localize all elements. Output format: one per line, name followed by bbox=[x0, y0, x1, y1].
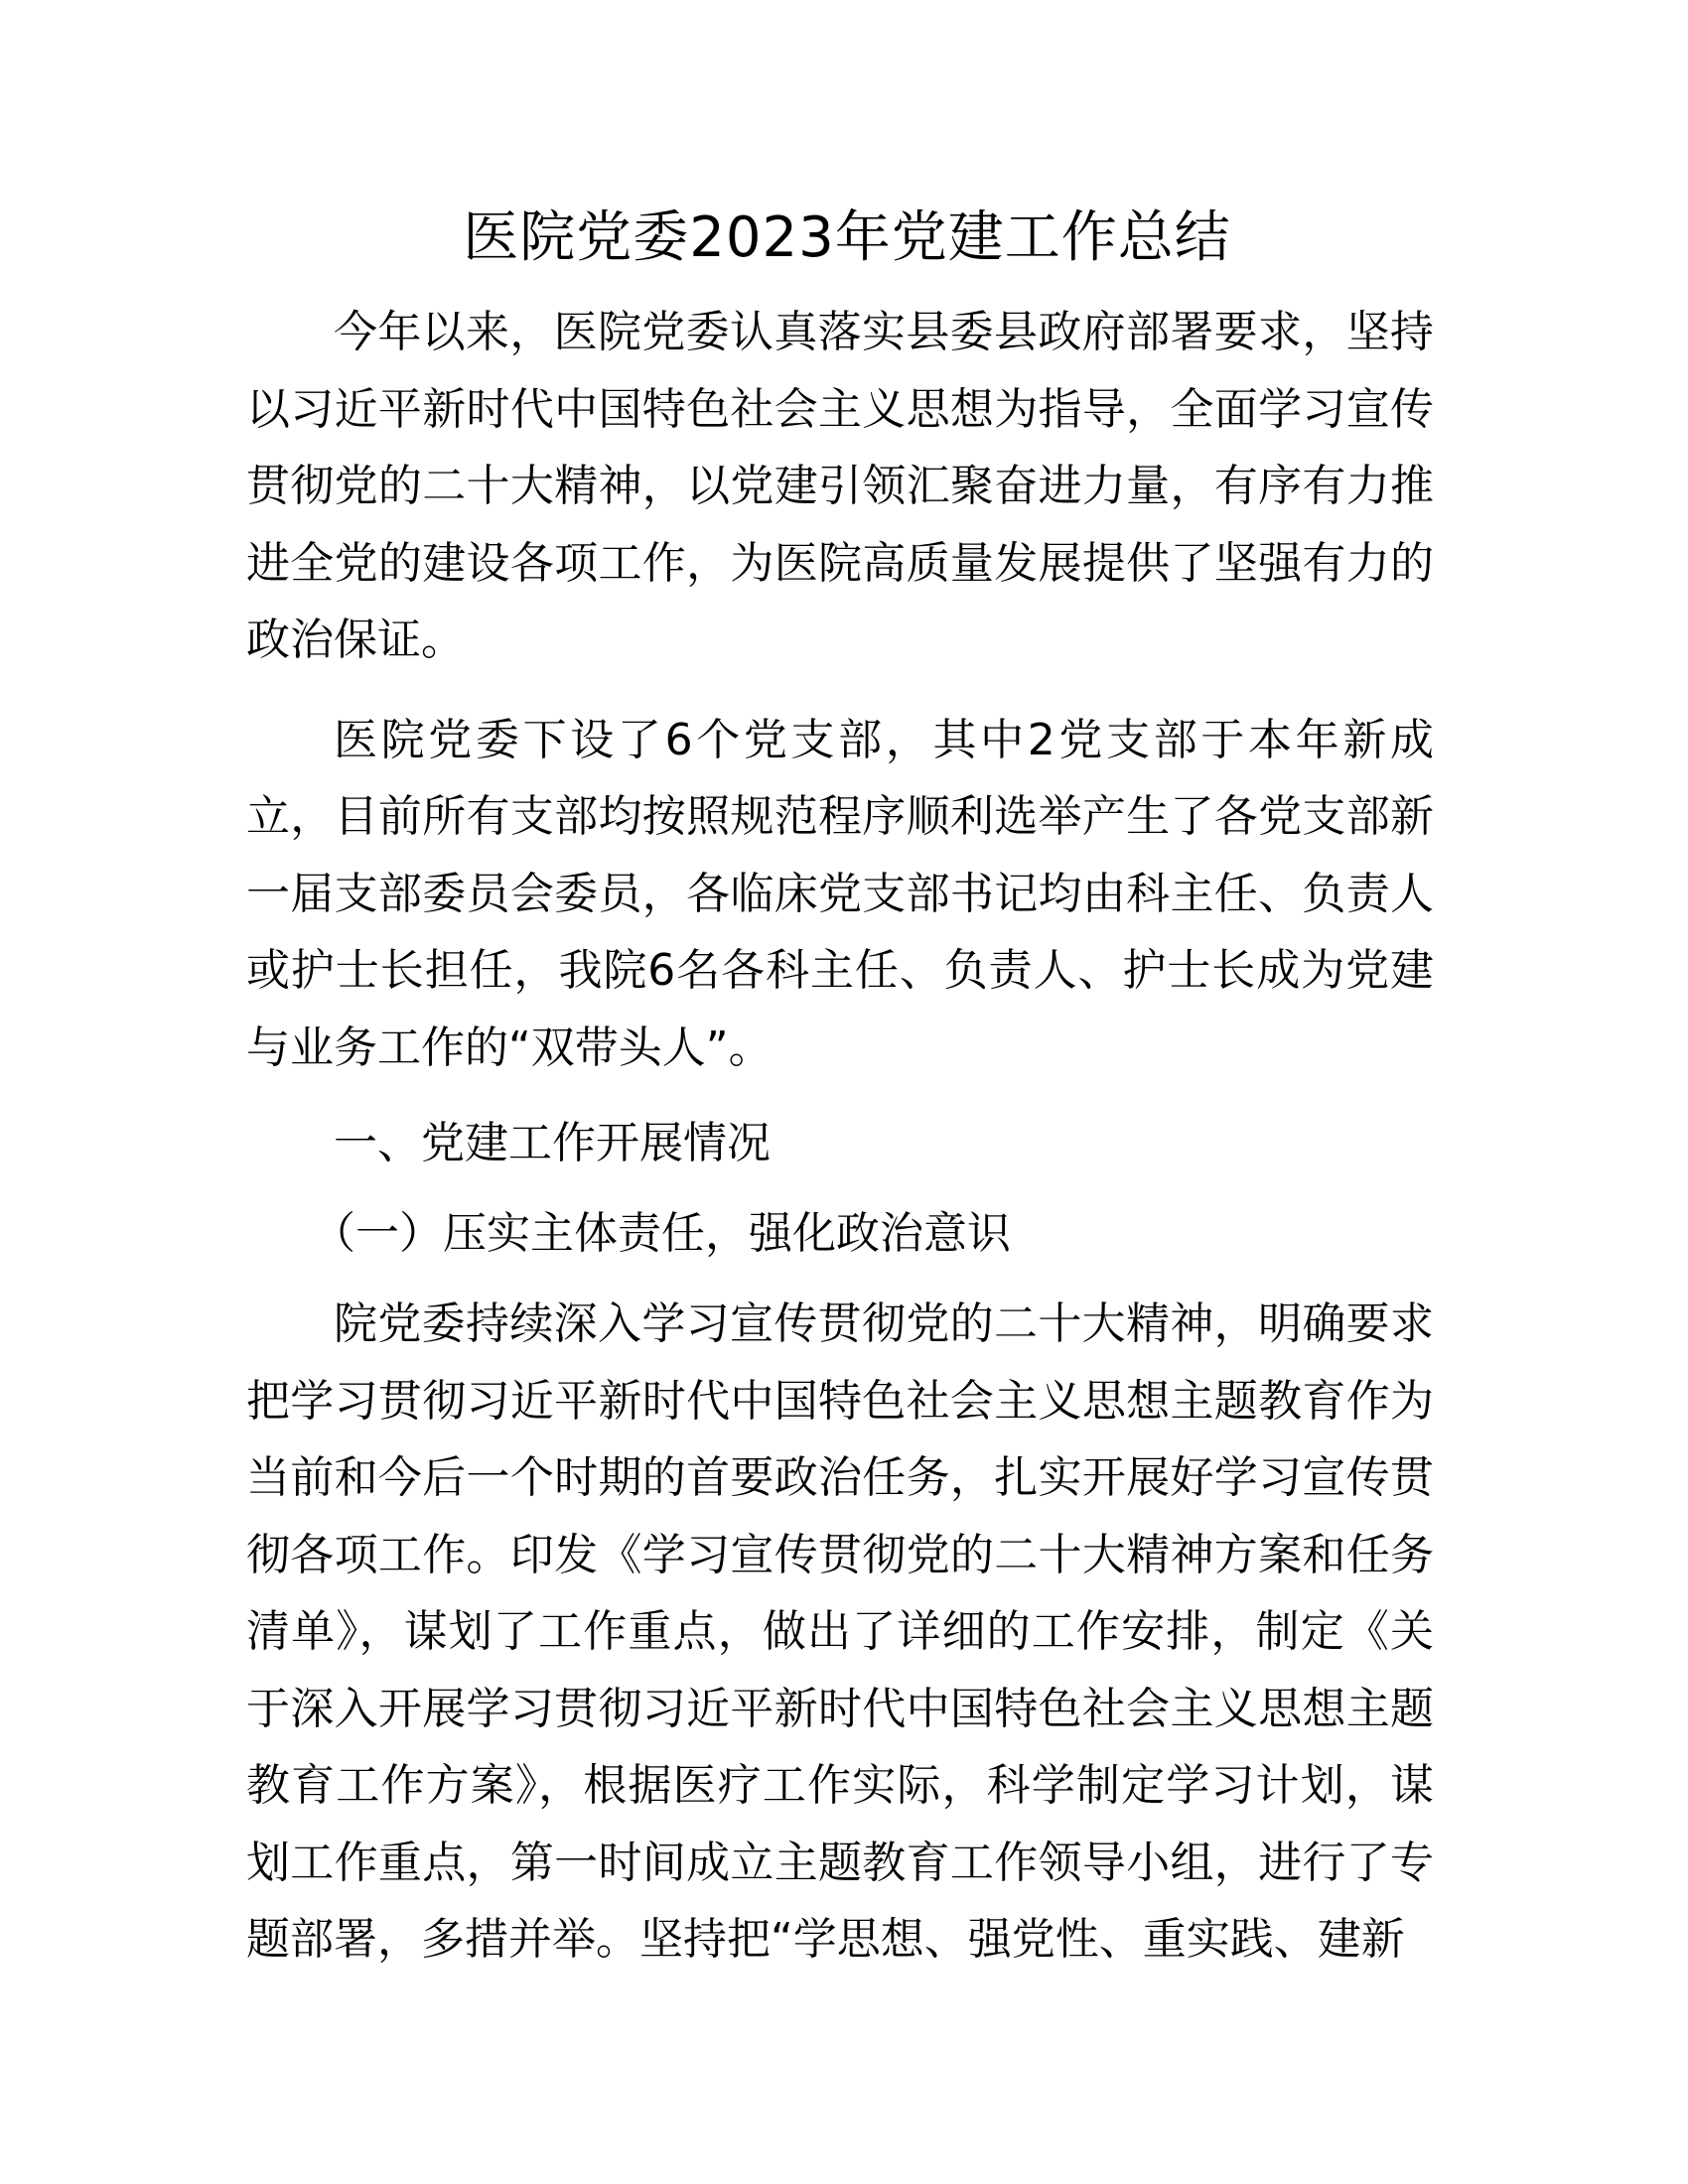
document-title: 医院党委2023年党建工作总结 bbox=[463, 205, 1231, 270]
intro-paragraph: 今年以来，医院党委认真落实县委县政府部署要求，坚持以习近平新时代中国特色社会主义思想为指导，全面学习宣传贯彻党的二十大精神，以党建引领汇聚奋进力量，有序有力推进全党的建设各项工作，为医院高质量发展提供了坚强有力的政治保证。 bbox=[246, 307, 1434, 665]
document-body bbox=[246, 194, 1434, 1979]
subsection-paragraph: 院党委持续深入学习宣传贯彻党的二十大精神，明确要求把学习贯彻习近平新时代中国特色社会主义思想主题教育作为当前和今后一个时期的首要政治任务，扎实开展好学习宣传贯彻各项工作。印发《学习宣传贯彻党的二十大精神方案和任务清单》，谋划了工作重点，做出了详细的工作安排，制定《关于深入开展学习贯彻习近平新时代中国特色社会主义思想主题教育工作方案》，根据医疗工作实际，科学制定学习计划，谋划工作重点，第一时间成立主题教育工作领导小组，进行了专题部署，多措并举。坚持把“学思想、强党性、重实践、建新 bbox=[246, 1298, 1434, 1965]
section-heading: 一、党建工作开展情况 bbox=[334, 1118, 771, 1168]
branch-paragraph: 医院党委下设了6个党支部，其中2党支部于本年新成立，目前所有支部均按照规范程序顺利选举产生了各党支部新一届支部委员会委员，各临床党支部书记均由科主任、负责人或护士长担任，我院6名各科主任、负责人、护士长成为党建与业务工作的“双带头人”。 bbox=[246, 714, 1434, 1073]
subsection-heading: （一）压实主体责任，强化政治意识 bbox=[312, 1208, 1011, 1259]
